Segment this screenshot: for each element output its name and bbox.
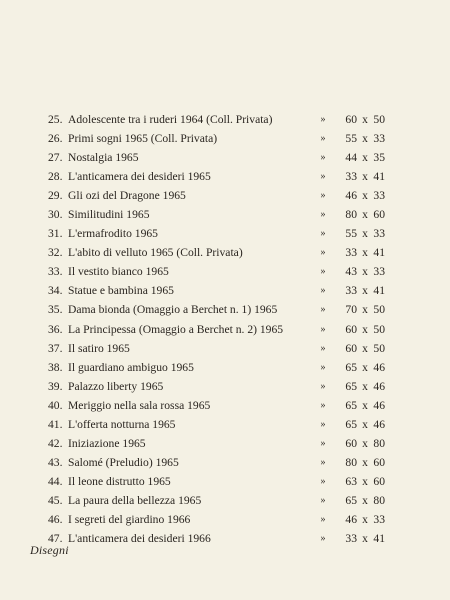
list-item [48,281,408,300]
list-item [48,148,408,167]
dimension-width: 43 [345,265,357,279]
dimension-height: 60 [373,474,385,488]
entry-number: 35. [48,303,63,317]
entry-title: L'offerta notturna 1965 [68,417,176,431]
list-item [48,243,408,262]
dimension-height: 33 [373,512,385,526]
dimension-separator: x [362,284,368,298]
dimension-separator: x [362,322,368,336]
entry-title: Nostalgia 1965 [68,151,139,165]
entry-number: 32. [48,246,63,260]
dimension-height: 50 [373,113,385,126]
dimension-width: 33 [345,246,357,260]
entry-title: Il guardiano ambiguo 1965 [68,360,194,374]
ditto-mark: » [320,228,326,240]
entry-title: L'anticamera dei desideri 1966 [68,532,211,546]
entry-number: 26. [48,132,63,146]
list-item [48,396,408,415]
dimension-width: 55 [345,132,357,146]
ditto-mark: » [320,456,326,468]
ditto-mark: » [320,209,326,221]
ditto-mark: » [320,304,326,316]
dimension-width: 63 [345,474,357,488]
ditto-mark: » [320,114,326,125]
dimension-height: 46 [373,417,385,431]
list-item [48,472,408,491]
dimension-separator: x [362,132,368,146]
dimension-separator: x [362,512,368,526]
dimension-separator: x [362,360,368,374]
entry-number: 39. [48,379,63,393]
dimension-width: 33 [345,170,357,184]
list-item [48,377,408,396]
dimension-separator: x [362,417,368,431]
entry-title: L'ermafrodito 1965 [68,227,158,241]
list-item [48,339,408,358]
dimension-height: 80 [373,493,385,507]
entry-number: 30. [48,208,63,222]
entry-number: 28. [48,170,63,184]
entry-title: Il vestito bianco 1965 [68,265,169,279]
list-item [48,320,408,339]
dimension-separator: x [362,189,368,203]
entry-number: 40. [48,398,63,412]
entry-number: 25. [48,113,63,126]
dimension-separator: x [362,474,368,488]
dimension-separator: x [362,493,368,507]
dimension-height: 41 [373,532,385,546]
dimension-separator: x [362,532,368,546]
dimension-separator: x [362,455,368,469]
ditto-mark: » [320,247,326,259]
list-item [48,300,408,319]
dimension-width: 60 [345,436,357,450]
dimension-separator: x [362,303,368,317]
entry-title: Adolescente tra i ruderi 1964 (Coll. Privata) [68,113,273,126]
dimension-width: 65 [345,360,357,374]
dimension-height: 46 [373,360,385,374]
dimension-height: 46 [373,379,385,393]
list-item [48,129,408,148]
entry-number: 44. [48,474,63,488]
entry-title: Primi sogni 1965 (Coll. Privata) [68,132,218,146]
entry-title: L'anticamera dei desideri 1965 [68,170,211,184]
dimension-width: 65 [345,493,357,507]
ditto-mark: » [320,399,326,411]
entry-title: L'abito di velluto 1965 (Coll. Privata) [68,246,243,260]
entry-number: 33. [48,265,63,279]
dimension-width: 55 [345,227,357,241]
entry-number: 42. [48,436,63,450]
dimension-height: 60 [373,455,385,469]
list-item [48,529,408,548]
dimension-height: 41 [373,246,385,260]
ditto-mark: » [320,513,326,525]
ditto-mark: » [320,285,326,297]
dimension-height: 33 [373,132,385,146]
dimension-width: 33 [345,532,357,546]
ditto-mark: » [320,342,326,354]
ditto-mark: » [320,133,326,145]
dimension-separator: x [362,398,368,412]
dimension-separator: x [362,170,368,184]
entry-title: La paura della bellezza 1965 [68,493,202,507]
dimension-width: 46 [345,512,357,526]
dimension-height: 41 [373,284,385,298]
ditto-mark: » [320,361,326,373]
dimension-height: 33 [373,265,385,279]
ditto-mark: » [320,380,326,392]
dimension-height: 35 [373,151,385,165]
entry-number: 34. [48,284,63,298]
section-heading-drawings: Disegni [30,543,69,557]
dimension-height: 33 [373,189,385,203]
ditto-mark: » [320,171,326,183]
entry-number: 36. [48,322,63,336]
entry-title: Statue e bambina 1965 [68,284,174,298]
dimension-height: 50 [373,322,385,336]
list-item [48,434,408,453]
ditto-mark: » [320,323,326,335]
dimension-separator: x [362,379,368,393]
ditto-mark: » [320,475,326,487]
entry-title: Similitudini 1965 [68,208,150,222]
dimension-separator: x [362,341,368,355]
entry-title: Salomé (Preludio) 1965 [68,455,179,469]
list-item [48,167,408,186]
dimension-separator: x [362,265,368,279]
ditto-mark: » [320,190,326,202]
ditto-mark: » [320,266,326,278]
dimension-height: 50 [373,303,385,317]
dimension-separator: x [362,246,368,260]
entry-number: 37. [48,341,63,355]
entry-number: 46. [48,512,63,526]
list-item [48,453,408,472]
dimension-width: 80 [345,208,357,222]
list-item [48,415,408,434]
dimension-height: 80 [373,436,385,450]
entry-title: Il leone distrutto 1965 [68,474,171,488]
entry-title: Gli ozi del Dragone 1965 [68,189,186,203]
entry-title: Palazzo liberty 1965 [68,379,164,393]
dimension-height: 41 [373,170,385,184]
entry-number: 29. [48,189,63,203]
list-item [48,224,408,243]
dimension-width: 46 [345,189,357,203]
entry-title: Iniziazione 1965 [68,436,146,450]
artwork-list [48,110,408,548]
dimension-separator: x [362,113,368,126]
dimension-separator: x [362,208,368,222]
entry-number: 43. [48,455,63,469]
dimension-width: 70 [345,303,357,317]
list-item [48,262,408,281]
ditto-mark: » [320,494,326,506]
ditto-mark: » [320,533,326,545]
entry-number: 41. [48,417,63,431]
ditto-mark: » [320,418,326,430]
dimension-separator: x [362,227,368,241]
entry-number: 45. [48,493,63,507]
dimension-height: 46 [373,398,385,412]
dimension-width: 65 [345,398,357,412]
list-item [48,186,408,205]
dimension-separator: x [362,436,368,450]
dimension-width: 60 [345,113,357,126]
dimension-width: 80 [345,455,357,469]
dimension-height: 50 [373,341,385,355]
list-item [48,491,408,510]
dimension-width: 65 [345,417,357,431]
dimension-height: 33 [373,227,385,241]
dimension-separator: x [362,151,368,165]
entry-number: 31. [48,227,63,241]
entry-number: 47. [48,532,63,546]
list-item [48,510,408,529]
entry-title: La Principessa (Omaggio a Berchet n. 2) 1965 [68,322,284,336]
entry-title: Il satiro 1965 [68,341,130,355]
ditto-mark: » [320,437,326,449]
entry-title: I segreti del giardino 1966 [68,512,191,526]
list-item [48,110,408,129]
list-item [48,205,408,224]
entry-number: 38. [48,360,63,374]
dimension-height: 60 [373,208,385,222]
list-item [48,358,408,377]
dimension-width: 60 [345,322,357,336]
ditto-mark: » [320,152,326,164]
dimension-width: 33 [345,284,357,298]
dimension-width: 60 [345,341,357,355]
entry-title: Meriggio nella sala rossa 1965 [68,398,211,412]
entry-number: 27. [48,151,63,165]
entry-title: Dama bionda (Omaggio a Berchet n. 1) 1965 [68,303,278,317]
dimension-width: 44 [345,151,357,165]
dimension-width: 65 [345,379,357,393]
